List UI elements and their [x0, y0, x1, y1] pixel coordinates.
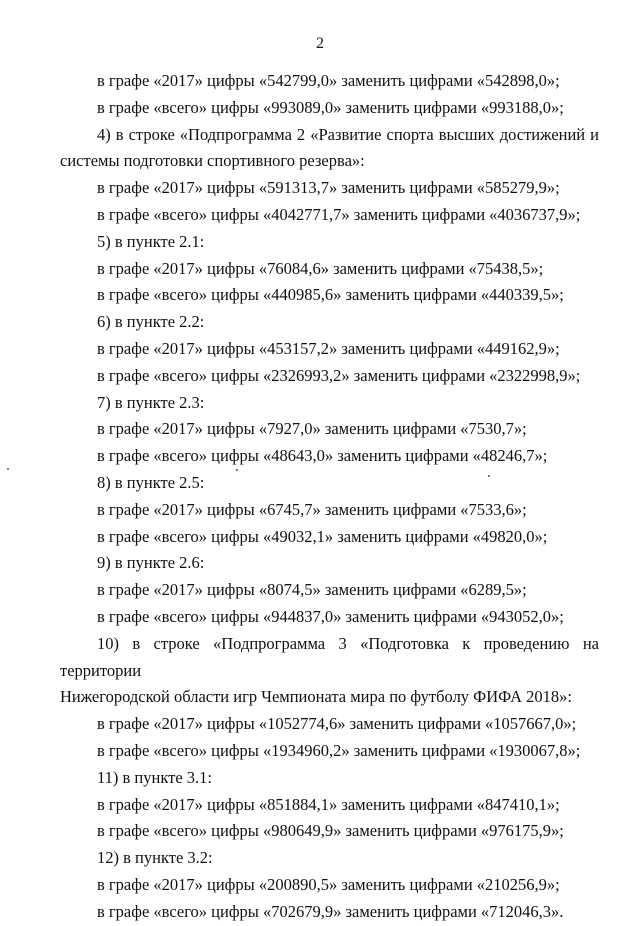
paragraph-line: 5) в пункте 2.1:	[97, 231, 205, 251]
paragraph-line: в графе «всего» цифры «440985,6» заменить цифрами «440339,5»;	[97, 285, 564, 305]
paragraph-line: Нижегородской области игр Чемпионата мира по футболу ФИФА 2018»:	[60, 687, 572, 707]
paragraph-line: системы подготовки спортивного резерва»:	[60, 151, 365, 171]
paragraph-line: в графе «всего» цифры «980649,9» заменить цифрами «976175,9»;	[97, 821, 564, 841]
paragraph-line: 10) в строке «Подпрограмма 3 «Подготовка к проведению на территории	[60, 633, 599, 680]
paragraph-line: в графе «всего» цифры «944837,0» заменить цифрами «943052,0»;	[97, 606, 564, 626]
paragraph-line: 9) в пункте 2.6:	[97, 553, 205, 573]
paragraph-line: в графе «всего» цифры «48643,0» заменить цифрами «48246,7»;	[97, 446, 548, 466]
paragraph-line: в графе «2017» цифры «6745,7» заменить цифрами «7533,6»;	[97, 499, 527, 519]
page-number: 2	[316, 35, 324, 52]
paragraph-line: в графе «2017» цифры «591313,7» заменить цифрами «585279,9»;	[97, 178, 560, 198]
paragraph-line: в графе «2017» цифры «851884,1» заменить цифрами «847410,1»;	[97, 794, 560, 814]
paragraph-line: в графе «всего» цифры «49032,1» заменить цифрами «49820,0»;	[97, 526, 548, 546]
paragraph-line: в графе «всего» цифры «4042771,7» заменить цифрами «4036737,9»;	[97, 204, 581, 224]
paragraph-line: в графе «2017» цифры «542799,0» заменить цифрами «542898,0»;	[97, 71, 560, 90]
paragraph-line: в графе «всего» цифры «702679,9» заменить цифрами «712046,3».	[97, 901, 564, 921]
paragraph-line: 12) в пункте 3.2:	[97, 848, 213, 868]
paragraph-line: 11) в пункте 3.1:	[97, 767, 213, 787]
paragraph-line: в графе «2017» цифры «8074,5» заменить цифрами «6289,5»;	[97, 580, 527, 600]
paragraph-line: 7) в пункте 2.3:	[97, 392, 205, 412]
paragraph-line: 4) в строке «Подпрограмма 2 «Развитие спорта высших достижений и	[97, 124, 599, 144]
paragraph-line: в графе «всего» цифры «1934960,2» заменить цифрами «1930067,8»;	[97, 740, 581, 760]
paragraph-line: в графе «2017» цифры «1052774,6» заменить цифрами «1057667,0»;	[97, 714, 577, 734]
paragraph-line: в графе «2017» цифры «76084,6» заменить цифрами «75438,5»;	[97, 258, 544, 278]
scan-speck	[7, 468, 9, 470]
paragraph-line: 8) в пункте 2.5:	[97, 472, 205, 492]
paragraph-line: в графе «всего» цифры «993089,0» заменить цифрами «993188,0»;	[97, 97, 564, 117]
paragraph-line: 6) в пункте 2.2:	[97, 312, 205, 332]
document-body	[60, 68, 599, 926]
scan-speck	[488, 475, 490, 477]
paragraph-line: в графе «2017» цифры «200890,5» заменить цифрами «210256,9»;	[97, 874, 560, 894]
scan-speck	[236, 469, 238, 471]
paragraph-line: в графе «2017» цифры «7927,0» заменить цифрами «7530,7»;	[97, 419, 527, 439]
paragraph-line: в графе «всего» цифры «2326993,2» заменить цифрами «2322998,9»;	[97, 365, 581, 385]
paragraph-line: в графе «2017» цифры «453157,2» заменить цифрами «449162,9»;	[97, 338, 560, 358]
